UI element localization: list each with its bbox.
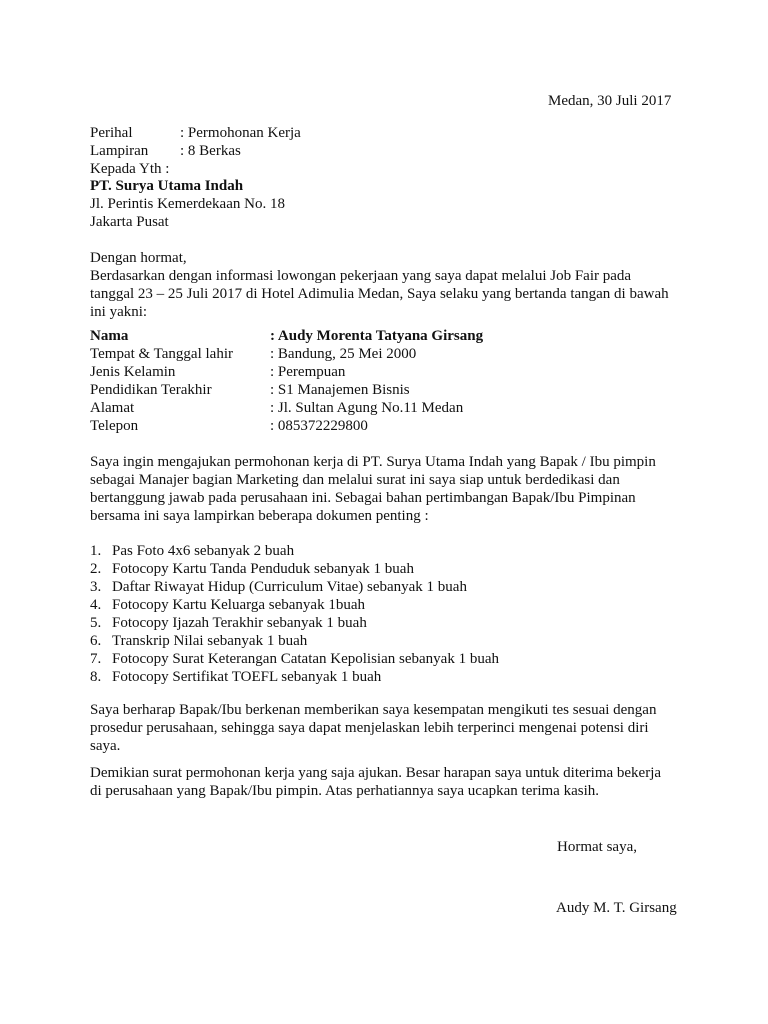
list-item: [90, 560, 499, 578]
list-number: 3.: [90, 579, 102, 595]
list-text: Fotocopy Sertifikat TOEFL sebanyak 1 buah: [112, 669, 382, 685]
list-item: [90, 542, 499, 560]
list-item: [90, 578, 499, 596]
paragraph-line: Saya berharap Bapak/Ibu berkenan memberikan saya kesempatan mengikuti tes sesuai dengan: [90, 702, 657, 718]
list-number: 1.: [90, 543, 102, 559]
list-item: [90, 632, 499, 650]
intro-line: Berdasarkan dengan informasi lowongan pekerjaan yang saya dapat melalui Job Fair pada: [90, 268, 632, 284]
meta-value: : Permohonan Kerja: [180, 125, 301, 141]
list-text: Fotocopy Ijazah Terakhir sebanyak 1 buah: [112, 615, 367, 631]
list-item: [90, 596, 499, 614]
list-text: Fotocopy Surat Keterangan Catatan Kepolisian sebanyak 1 buah: [112, 651, 499, 667]
recipient-company: PT. Surya Utama Indah: [90, 178, 244, 194]
bio-row-name: [90, 327, 483, 345]
recipient-city: Jakarta Pusat: [90, 214, 169, 230]
closing-salutation: Hormat saya,: [557, 839, 637, 855]
meta-label: Perihal: [90, 125, 133, 141]
intro-line: tanggal 23 – 25 Juli 2017 di Hotel Adimulia Medan, Saya selaku yang bertanda tangan di bawah: [90, 286, 669, 302]
list-number: 7.: [90, 651, 102, 667]
paragraph-line: prosedur perusahaan, sehingga saya dapat menjelaskan lebih terperinci mengenai potensi diri: [90, 720, 649, 736]
bio-row-gender: [90, 363, 483, 381]
bio-row-birth: [90, 345, 483, 363]
bio-row-address: [90, 399, 483, 417]
list-number: 6.: [90, 633, 102, 649]
recipient-address: [90, 195, 285, 231]
bio-value: : Audy Morenta Tatyana Girsang: [270, 328, 484, 344]
paragraph-line: bersama ini saya lampirkan beberapa dokumen penting :: [90, 508, 429, 524]
list-number: 8.: [90, 669, 102, 685]
list-text: Daftar Riwayat Hidup (Curriculum Vitae) sebanyak 1 buah: [112, 579, 467, 595]
bio-label: Nama: [90, 328, 129, 344]
paragraph-line: bertanggung jawab pada perusahaan ini. Sebagai bahan pertimbangan Bapak/Ibu Pimpinan: [90, 490, 636, 506]
paragraph-line: di perusahaan yang Bapak/Ibu pimpin. Atas perhatiannya saya ucapkan terima kasih.: [90, 783, 600, 799]
place-date: Medan, 30 Juli 2017: [548, 93, 672, 109]
meta-row-lampiran: [90, 142, 301, 160]
application-paragraph: [90, 453, 656, 525]
paragraph-line: saya.: [90, 738, 121, 754]
bio-value: : Bandung, 25 Mei 2000: [270, 346, 417, 362]
bio-label: Pendidikan Terakhir: [90, 382, 212, 398]
recipient-salutation: Kepada Yth :: [90, 161, 170, 177]
attachment-list: [90, 542, 499, 686]
bio-label: Telepon: [90, 418, 139, 434]
list-item: [90, 614, 499, 632]
closing-paragraph: [90, 764, 661, 800]
paragraph-line: Demikian surat permohonan kerja yang saja ajukan. Besar harapan saya untuk diterima bekerja: [90, 765, 662, 781]
bio-row-phone: [90, 417, 483, 435]
list-text: Fotocopy Kartu Keluarga sebanyak 1buah: [112, 597, 365, 613]
list-number: 5.: [90, 615, 102, 631]
list-text: Fotocopy Kartu Tanda Penduduk sebanyak 1 buah: [112, 561, 414, 577]
list-item: [90, 668, 499, 686]
applicant-bio: [90, 327, 483, 435]
bio-label: Tempat & Tanggal lahir: [90, 346, 233, 362]
paragraph-line: Saya ingin mengajukan permohonan kerja di PT. Surya Utama Indah yang Bapak / Ibu pimpin: [90, 454, 656, 470]
intro-paragraph: [90, 267, 669, 321]
list-text: Pas Foto 4x6 sebanyak 2 buah: [112, 543, 295, 559]
meta-label: Lampiran: [90, 143, 149, 159]
list-item: [90, 650, 499, 668]
bio-label: Alamat: [90, 400, 135, 416]
list-number: 4.: [90, 597, 102, 613]
paragraph-line: sebagai Manajer bagian Marketing dan melalui surat ini saya siap untuk berdedikasi dan: [90, 472, 620, 488]
list-text: Transkrip Nilai sebanyak 1 buah: [112, 633, 308, 649]
signer-name: Audy M. T. Girsang: [556, 900, 677, 916]
recipient-street: Jl. Perintis Kemerdekaan No. 18: [90, 196, 285, 212]
bio-value: : S1 Manajemen Bisnis: [270, 382, 410, 398]
bio-value: : Jl. Sultan Agung No.11 Medan: [270, 400, 464, 416]
meta-value: : 8 Berkas: [180, 143, 241, 159]
bio-label: Jenis Kelamin: [90, 364, 176, 380]
letter-meta: [90, 124, 301, 178]
list-number: 2.: [90, 561, 102, 577]
meta-row-perihal: [90, 124, 301, 142]
intro-line: ini yakni:: [90, 304, 148, 320]
hope-paragraph: [90, 701, 656, 755]
bio-value: : 085372229800: [270, 418, 368, 434]
bio-value: : Perempuan: [270, 364, 346, 380]
bio-row-education: [90, 381, 483, 399]
greeting: Dengan hormat,: [90, 250, 187, 266]
